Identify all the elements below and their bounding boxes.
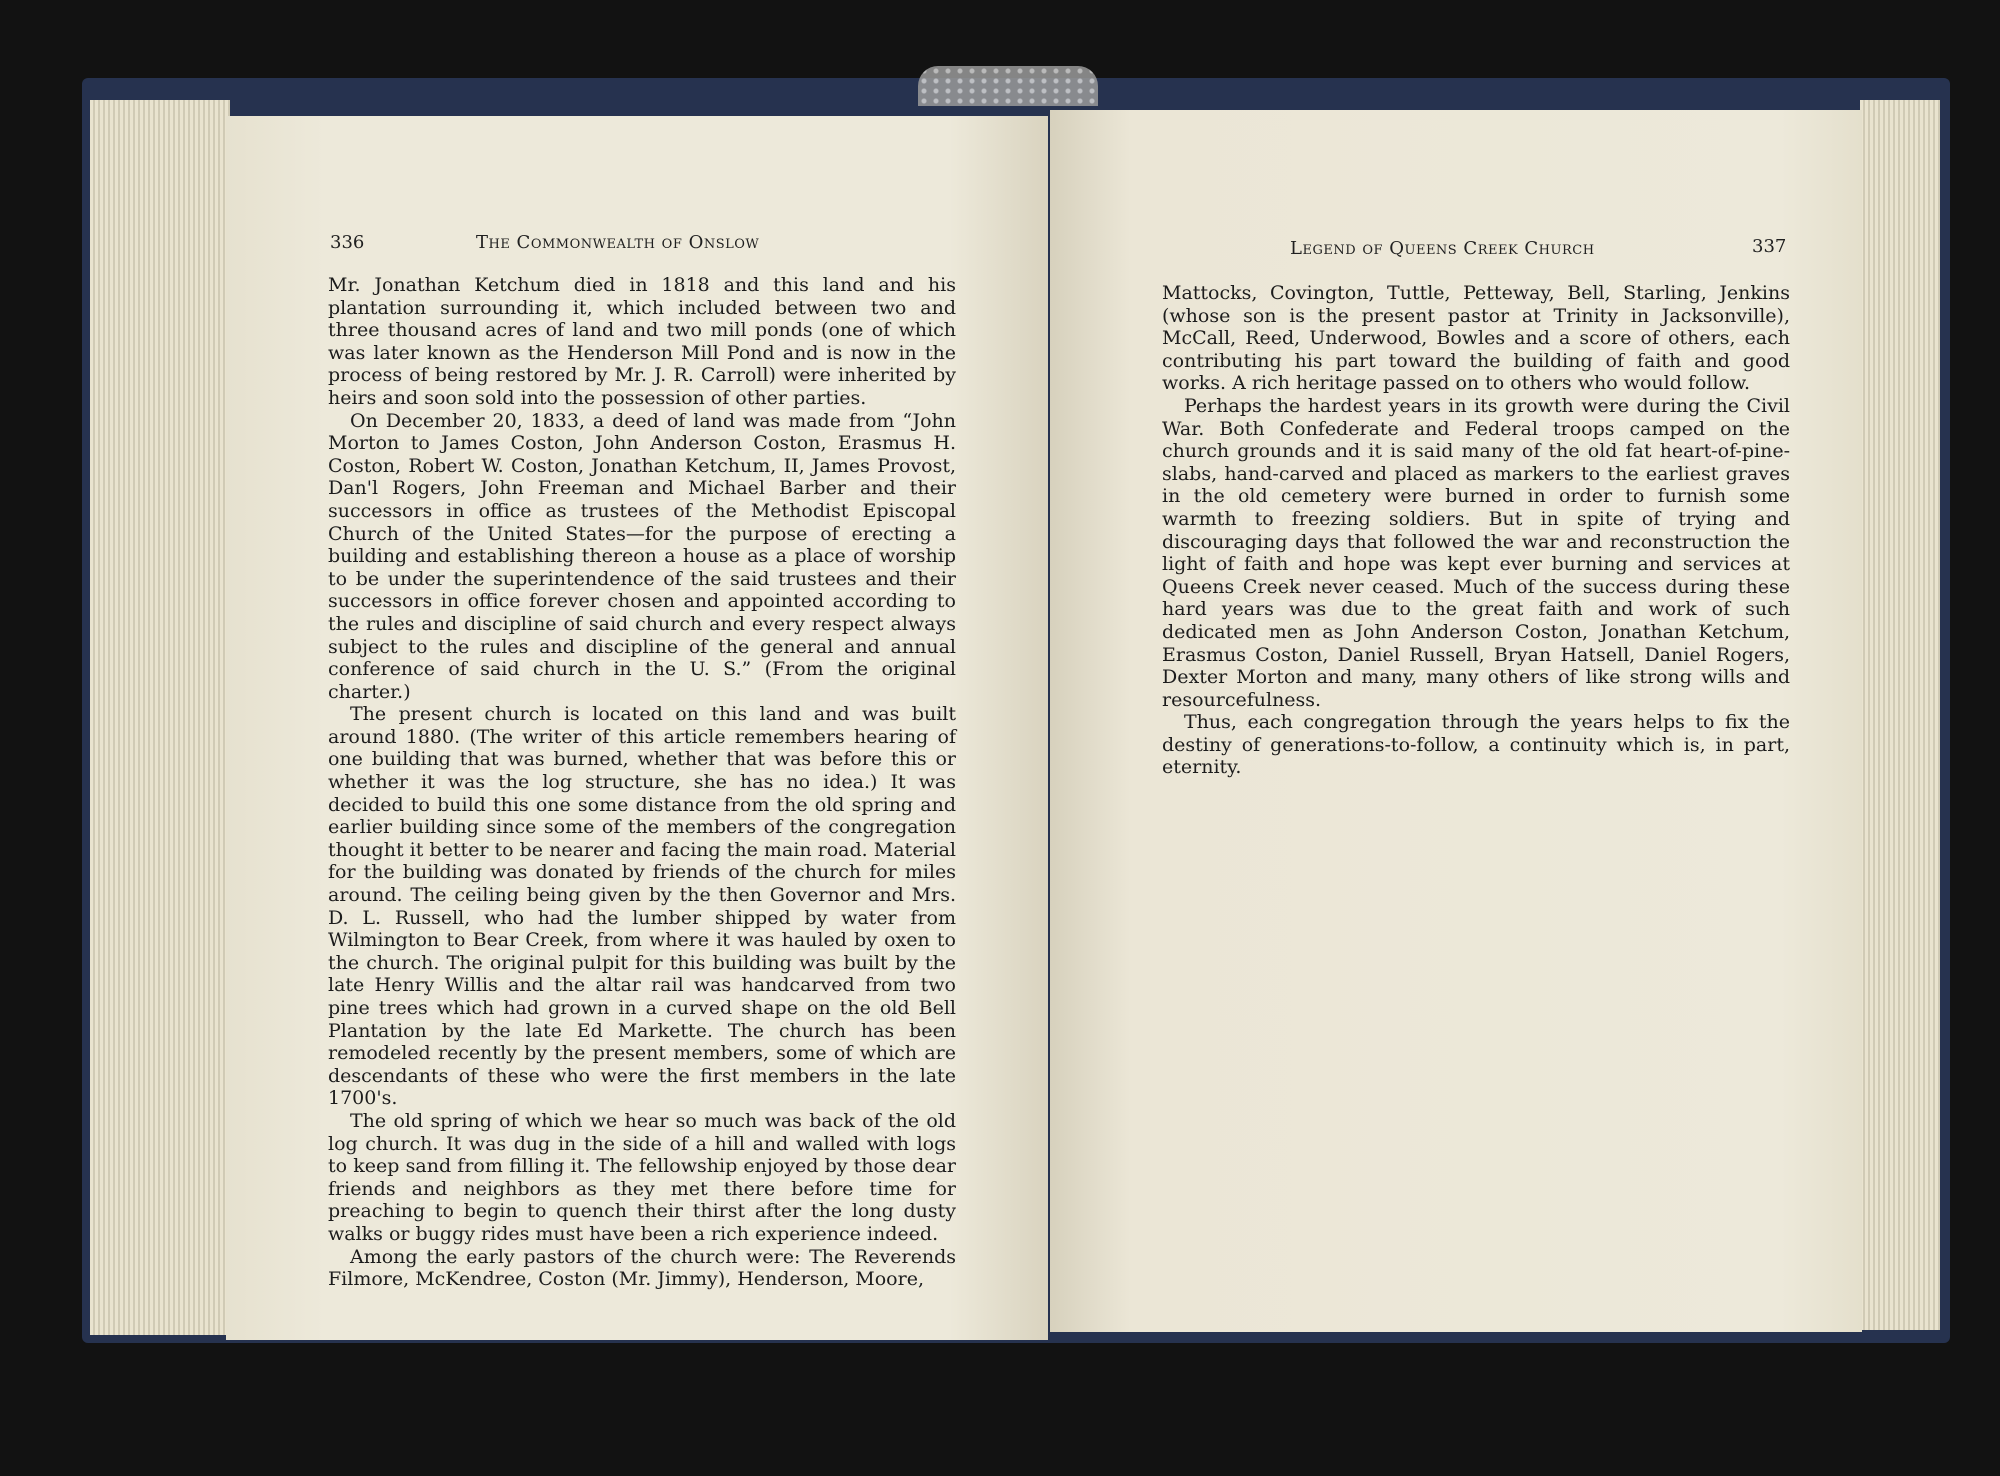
left-text-block bbox=[328, 274, 956, 1291]
page-edges-left bbox=[90, 100, 230, 1335]
page-edges-right bbox=[1860, 100, 1940, 1330]
paragraph: Mattocks, Covington, Tuttle, Petteway, Bell, Starling, Jenkins (whose son is the present pastor at Trinity in Jacksonville), McCall, Reed, Underwood, Bowles and a score of others, each contributing his part toward the building of faith and good works. A rich heritage passed on to others who would follow. bbox=[1162, 282, 1790, 395]
right-page-number: 337 bbox=[1752, 236, 1787, 257]
right-text-block bbox=[1162, 282, 1790, 779]
left-page bbox=[226, 116, 1048, 1340]
paragraph: The present church is located on this land and was built around 1880. (The writer of this article remembers hearing of one building that was burned, whether that was before this or whether it was the log structure, she has no idea.) It was decided to build this one some distance from the old spring and earlier building since some of the members of the congregation thought it better to be nearer and facing the main road. Material for the building was donated by friends of the church for miles around. The ceiling being given by the then Governor and Mrs. D. L. Russell, who had the lumber shipped by water from Wilmington to Bear Creek, from where it was hauled by oxen to the church. The original pulpit for this building was built by the late Henry Willis and the altar rail was handcarved from two pine trees which had grown in a curved shape on the old Bell Plantation by the late Ed Markette. The church has been remodeled recently by the present members, some of which are descendants of these who were the first members in the late 1700's. bbox=[328, 703, 956, 1110]
book-spine-stitching bbox=[918, 66, 1098, 106]
right-page bbox=[1050, 110, 1862, 1332]
right-running-head: Legend of Queens Creek Church bbox=[1290, 238, 1595, 259]
paragraph: On December 20, 1833, a deed of land was made from “John Morton to James Coston, John Anderson Coston, Erasmus H. Coston, Robert W. Coston, Jonathan Ketchum, II, James Provost, Dan'l Rogers, John Freeman and Michael Barber and their successors in office as trustees of the Methodist Episcopal Church of the United States—for the purpose of erecting a building and establishing thereon a house as a place of worship to be under the superintendence of the said trustees and their successors in office forever chosen and appointed according to the rules and discipline of said church and every respect always subject to the rules and discipline of the general and annual conference of said church in the U. S.” (From the original charter.) bbox=[328, 409, 956, 703]
paragraph: Perhaps the hardest years in its growth were during the Civil War. Both Confederate and Federal troops camped on the church grounds and it is said many of the old fat heart-of-pine-slabs, hand-carved and placed as markers to the earliest graves in the old cemetery were burned in order to furnish some warmth to freezing soldiers. But in spite of trying and discouraging days that followed the war and reconstruction the light of faith and hope was kept ever burning and services at Queens Creek never ceased. Much of the success during these hard years was due to the great faith and work of such dedicated men as John Anderson Coston, Jonathan Ketchum, Erasmus Coston, Daniel Russell, Bryan Hatsell, Daniel Rogers, Dexter Morton and many, many others of like strong wills and resourcefulness. bbox=[1162, 394, 1790, 711]
paragraph: Among the early pastors of the church were: The Reverends Filmore, McKendree, Coston (Mr. Jimmy), Henderson, Moore, bbox=[328, 1245, 956, 1291]
paragraph: Mr. Jonathan Ketchum died in 1818 and this land and his plantation surrounding it, which included between two and three thousand acres of land and two mill ponds (one of which was later known as the Henderson Mill Pond and is now in the process of being restored by Mr. J. R. Carroll) were inherited by heirs and soon sold into the possession of other parties. bbox=[328, 274, 956, 409]
left-running-head: The Commonwealth of Onslow bbox=[476, 232, 760, 253]
paragraph: Thus, each congregation through the years helps to fix the destiny of generations-to-follow, a continuity which is, in part, eternity. bbox=[1162, 711, 1790, 779]
paragraph: The old spring of which we hear so much was back of the old log church. It was dug in the side of a hill and walled with logs to keep sand from filling it. The fellowship enjoyed by those dear friends and neighbors as they met there before time for preaching to begin to quench their thirst after the long dusty walks or buggy rides must have been a rich experience indeed. bbox=[328, 1109, 956, 1245]
left-page-number: 336 bbox=[330, 232, 365, 253]
